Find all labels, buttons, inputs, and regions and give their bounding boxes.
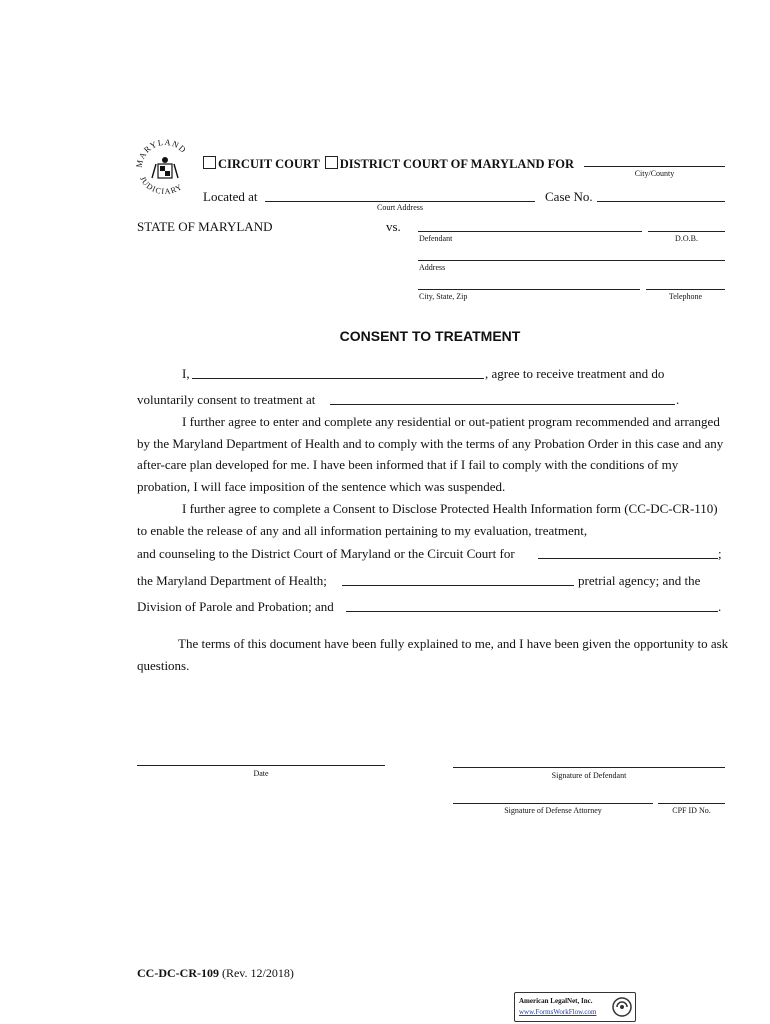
city-state-zip-caption: City, State, Zip (419, 292, 468, 301)
versus-label: vs. (386, 219, 401, 234)
defendant-signature-field[interactable] (453, 767, 725, 768)
court-address-field[interactable] (265, 201, 535, 202)
circuit-court-label: CIRCUIT COURT (218, 157, 320, 171)
p3-parole-text: Division of Parole and Probation; and (137, 599, 334, 614)
court-selection (203, 156, 574, 172)
document-title: CONSENT TO TREATMENT (339, 328, 521, 344)
address-caption: Address (419, 263, 446, 272)
date-caption: Date (253, 769, 269, 778)
case-no-label: Case No. (545, 189, 593, 204)
p3-counseling-text: and counseling to the District Court of Maryland or the Circuit Court for (137, 546, 515, 561)
attorney-signature-caption: Signature of Defense Attorney (504, 806, 602, 815)
other-agency-field[interactable] (346, 597, 718, 612)
publisher-name: American LegalNet, Inc. (519, 997, 593, 1005)
publisher-badge (514, 992, 636, 1022)
dob-field[interactable] (648, 231, 725, 232)
pretrial-agency-field[interactable] (342, 571, 574, 586)
telephone-field[interactable] (646, 289, 725, 290)
defendant-signature-caption: Signature of Defendant (551, 771, 627, 780)
city-county-caption: City/County (634, 169, 675, 178)
dob-caption: D.O.B. (675, 234, 698, 243)
publisher-logo-icon (612, 996, 632, 1023)
treatment-provider-field[interactable] (330, 390, 675, 405)
city-state-zip-field[interactable] (418, 289, 640, 290)
form-id: CC-DC-CR-109 (137, 966, 219, 980)
seal-bottom-text: JUDICIARY (138, 175, 185, 197)
paragraph-program-compliance: I further agree to enter and complete any residential or out-patient program recommended and arranged by the Maryland Department of Health and to comply with the terms of any Probation Order in this case and any after-care plan developed for me. I have been informed that if I fail to comply with the conditions of my probation, I will face imposition of the sentence which was suspended. (137, 414, 724, 494)
defendant-name-field[interactable] (192, 364, 484, 379)
circuit-court-for-field[interactable] (538, 544, 718, 559)
circuit-court-checkbox[interactable] (203, 156, 216, 169)
p1-agree-text: , agree to receive treatment and do (485, 366, 665, 381)
cpf-id-caption: CPF ID No. (672, 806, 711, 815)
paragraph-acknowledgement: The terms of this document have been fully explained to me, and I have been given the opportunity to ask questions. (137, 636, 729, 673)
case-no-field[interactable] (597, 201, 725, 202)
seal-top-text: ARYLAND (136, 136, 189, 161)
form-number (137, 966, 294, 981)
paragraph-disclosure: I further agree to complete a Consent to Disclose Protected Health Information form (CC-DC-CR-110) to enable the release of any and all information pertaining to my evaluation, treatment, (137, 501, 718, 538)
cpf-id-field[interactable] (658, 803, 725, 804)
p3-health-dept-text: the Maryland Department of Health; (137, 573, 327, 588)
p3-pretrial-text: pretrial agency; and the (578, 573, 701, 588)
defendant-caption: Defendant (419, 234, 453, 243)
district-court-checkbox[interactable] (325, 156, 338, 169)
p1-intro: I, (182, 366, 190, 381)
date-field[interactable] (137, 765, 385, 766)
publisher-link[interactable]: www.FormsWorkFlow.com (519, 1008, 597, 1016)
maryland-judiciary-seal (136, 134, 194, 198)
p1-consent-text: voluntarily consent to treatment at (137, 392, 316, 407)
telephone-caption: Telephone (668, 292, 703, 301)
p1-period: . (676, 392, 680, 407)
attorney-signature-field[interactable] (453, 803, 653, 804)
located-at-label: Located at (203, 189, 258, 204)
p3-semicolon: ; (718, 546, 722, 561)
court-address-caption: Court Address (377, 203, 423, 212)
plaintiff-name: STATE OF MARYLAND (137, 219, 273, 234)
district-court-label: DISTRICT COURT OF MARYLAND FOR (339, 157, 575, 171)
defendant-field[interactable] (418, 231, 642, 232)
address-field[interactable] (418, 260, 725, 261)
city-county-field[interactable] (584, 166, 725, 167)
p3-period: . (718, 599, 722, 614)
form-revision: (Rev. 12/2018) (221, 966, 294, 980)
